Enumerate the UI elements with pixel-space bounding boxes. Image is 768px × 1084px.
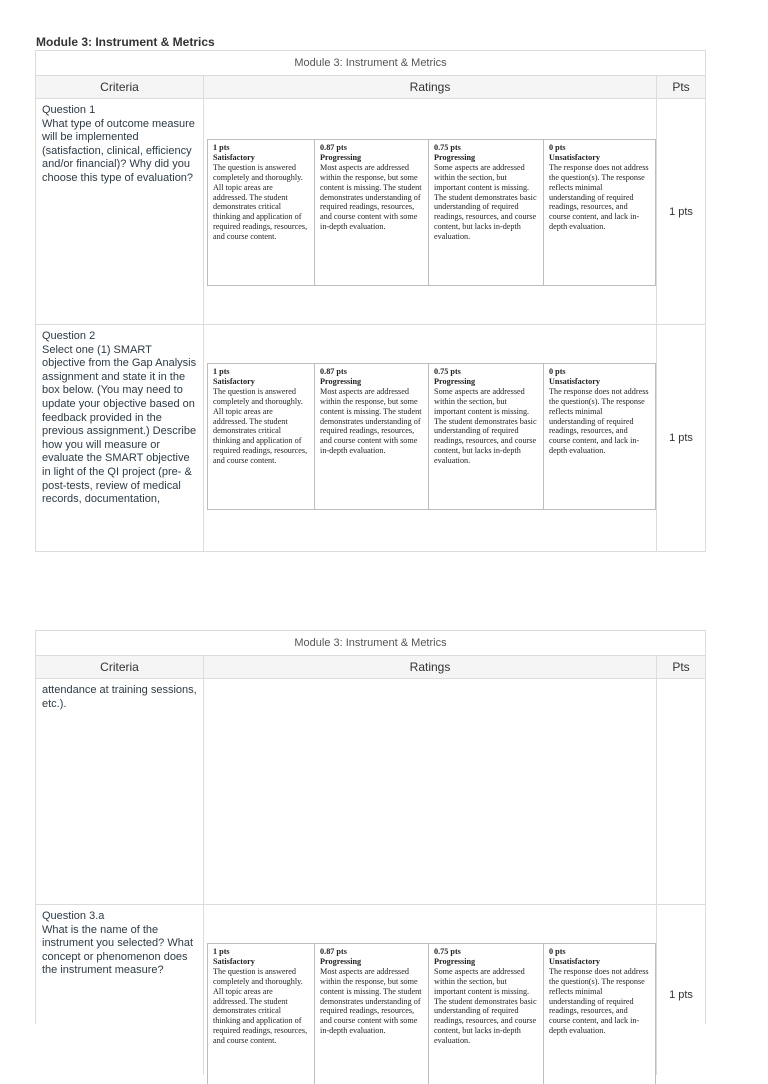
rubric-caption: Module 3: Instrument & Metrics xyxy=(36,631,705,655)
rating-unsatisfactory xyxy=(544,140,656,285)
rating-points: 0 pts xyxy=(549,367,566,376)
rating-points: 0 pts xyxy=(549,143,566,152)
criterion-row-q1 xyxy=(36,99,705,325)
page-title: Module 3: Instrument & Metrics xyxy=(36,35,215,49)
rating-progressing-high xyxy=(315,944,429,1084)
rating-label: Progressing xyxy=(320,376,362,386)
criterion-row-q3a xyxy=(36,905,705,1075)
criterion-cell xyxy=(36,905,204,1075)
rating-description: The response does not address the question(s). The response reflects minimal understanding of required readings, resources, and course content, and lack in-depth evaluation. xyxy=(549,386,649,456)
rating-points: 0.87 pts xyxy=(320,143,347,152)
rating-satisfactory xyxy=(208,140,315,285)
rating-points: 0.75 pts xyxy=(434,367,461,376)
rating-label: Satisfactory xyxy=(213,152,255,162)
rating-label: Progressing xyxy=(434,956,476,966)
rating-label: Satisfactory xyxy=(213,956,255,966)
rating-description: Some aspects are addressed within the section, but important content is missing. The student demonstrates basic understanding of required readings, resources, and course content, but lacks in-depth evaluation. xyxy=(434,966,537,1046)
criterion-cell xyxy=(36,325,204,551)
criterion-row-q2-continued xyxy=(36,679,705,905)
ratings-cell xyxy=(204,679,657,904)
rating-progressing-high xyxy=(315,140,429,285)
rating-description: Most aspects are addressed within the response, but some content is missing. The student demonstrates understanding of required readings, resources, and course content with some in-depth evaluation. xyxy=(320,966,422,1036)
rating-label: Unsatisfactory xyxy=(549,956,600,966)
rating-points: 0.87 pts xyxy=(320,947,347,956)
rating-progressing-low xyxy=(429,364,544,509)
rating-description: The question is answered completely and thoroughly. All topic areas are addressed. The student demonstrates critical thinking and application of required readings, resources, and course content. xyxy=(213,966,308,1046)
points-cell-empty xyxy=(657,679,705,904)
rating-points: 1 pts xyxy=(213,143,230,152)
ratings-cell xyxy=(204,99,657,324)
ratings-cell xyxy=(204,325,657,551)
criteria-header: Criteria xyxy=(36,76,204,98)
ratings-box xyxy=(207,363,656,510)
rating-description: The response does not address the question(s). The response reflects minimal understanding of required readings, resources, and course content, and lack in-depth evaluation. xyxy=(549,966,649,1036)
rating-progressing-low xyxy=(429,140,544,285)
rubric-table-1 xyxy=(35,50,706,552)
rating-description: The question is answered completely and thoroughly. All topic areas are addressed. The student demonstrates critical thinking and application of required readings, resources, and course content. xyxy=(213,162,308,242)
rating-label: Satisfactory xyxy=(213,376,255,386)
criterion-title: Question 2 xyxy=(42,330,96,342)
criterion-row-q2 xyxy=(36,325,705,551)
criterion-cell xyxy=(36,679,204,904)
rubric-table-2 xyxy=(35,630,706,1046)
rating-label: Progressing xyxy=(434,376,476,386)
rubric-header xyxy=(36,75,705,99)
rating-unsatisfactory xyxy=(544,944,656,1084)
rating-points: 0 pts xyxy=(549,947,566,956)
rating-progressing-low xyxy=(429,944,544,1084)
rating-satisfactory xyxy=(208,364,315,509)
rating-description: Most aspects are addressed within the response, but some content is missing. The student demonstrates understanding of required readings, resources, and course content with some in-depth evaluation. xyxy=(320,162,422,232)
rating-points: 0.75 pts xyxy=(434,143,461,152)
rubric-header xyxy=(36,655,705,679)
ratings-box xyxy=(207,139,656,286)
rubric-caption: Module 3: Instrument & Metrics xyxy=(36,51,705,75)
criterion-title: Question 1 xyxy=(42,104,96,116)
criterion-text: Select one (1) SMART objective from the Gap Analysis assignment and state it in the box below. (You may need to update your objective based on feedback provided in the previous assignment.) Describe how you will measure or evaluate the SMART objective in light of the QI project (pre- & post-tests, review of medical records, documentation, xyxy=(42,343,197,506)
rating-label: Progressing xyxy=(320,956,362,966)
rating-points: 0.75 pts xyxy=(434,947,461,956)
points-cell: 1 pts xyxy=(669,989,693,1001)
ratings-header: Ratings xyxy=(204,656,657,678)
rating-description: The question is answered completely and thoroughly. All topic areas are addressed. The student demonstrates critical thinking and application of required readings, resources, and course content. xyxy=(213,386,308,466)
rating-progressing-high xyxy=(315,364,429,509)
rating-label: Unsatisfactory xyxy=(549,152,600,162)
rating-unsatisfactory xyxy=(544,364,656,509)
criterion-cell xyxy=(36,99,204,324)
rating-description: Some aspects are addressed within the section, but important content is missing. The student demonstrates basic understanding of required readings, resources, and course content, but lacks in-depth evaluation. xyxy=(434,386,537,466)
pts-header: Pts xyxy=(672,80,690,94)
criterion-title: Question 3.a xyxy=(42,910,105,922)
points-cell: 1 pts xyxy=(669,432,693,444)
rating-label: Unsatisfactory xyxy=(549,376,600,386)
ratings-header: Ratings xyxy=(204,76,657,98)
ratings-box xyxy=(207,943,656,1084)
criterion-text: What is the name of the instrument you selected? What concept or phenomenon does the instrument measure? xyxy=(42,923,194,977)
rating-label: Progressing xyxy=(434,152,476,162)
pts-header: Pts xyxy=(672,660,690,674)
rating-points: 1 pts xyxy=(213,367,230,376)
rating-points: 1 pts xyxy=(213,947,230,956)
rating-description: Some aspects are addressed within the section, but important content is missing. The student demonstrates basic understanding of required readings, resources, and course content, but lacks in-depth evaluation. xyxy=(434,162,537,242)
criterion-text-continued: attendance at training sessions, etc.). xyxy=(42,684,197,710)
rating-description: The response does not address the question(s). The response reflects minimal understanding of required readings, resources, and course content, and lack in-depth evaluation. xyxy=(549,162,649,232)
points-cell: 1 pts xyxy=(669,205,693,218)
rating-satisfactory xyxy=(208,944,315,1084)
rating-description: Most aspects are addressed within the response, but some content is missing. The student demonstrates understanding of required readings, resources, and course content with some in-depth evaluation. xyxy=(320,386,422,456)
criteria-header: Criteria xyxy=(36,656,204,678)
rating-points: 0.87 pts xyxy=(320,367,347,376)
ratings-cell xyxy=(204,905,657,1075)
criterion-text: What type of outcome measure will be implemented (satisfaction, clinical, efficiency and/or financial)? Why did you choose this type of evaluation? xyxy=(42,117,195,184)
rating-label: Progressing xyxy=(320,152,362,162)
